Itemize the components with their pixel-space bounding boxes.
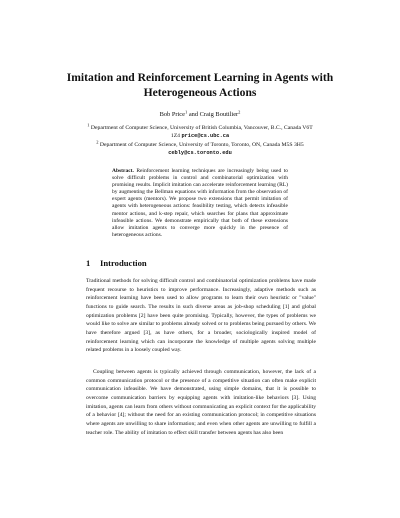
section-title: Introduction <box>100 258 147 268</box>
affiliation-2-marker: 2 <box>96 139 99 145</box>
abstract <box>112 168 288 239</box>
section-heading <box>86 258 316 268</box>
body-paragraph-1: Traditional methods for solving difficult control and combinatorial optimization problems have made frequent recourse to heuristics to improve performance. Increasingly, adaptive methods such as reinforcement learning have been used to allow programs to learn their own heuristic or "value" functions to guide search. The results in such diverse areas as job-shop scheduling [1] and global optimization problems [2] have been quite promising. Typically, however, the types of problems we would like to solve are similar to problems already solved or to problems being pursued by others. We have therefore argued [3], as have others, for a broader, sociologically inspired model of reinforcement learning which can incorporate the knowledge of multiple agents solving multiple related problems in a loosely coupled way. <box>86 278 316 354</box>
section-number: 1 <box>86 258 91 268</box>
abstract-text: Reinforcement learning techniques are increasingly being used to solve difficult problems in control and combinatorial optimization with promising results. Implicit imitation can accelerate reinforcement learning (RL) by augmenting the Bellman equations with information from the observation of expert agents (mentors). We propose two extensions that permit imitation of agents with heterogeneous actions: feasibility testing, which detects infeasible mentor actions, and k-step repair, which searches for plans that approximate infeasible actions. We demonstrate empirically that both of these extensions allow imitation agents to converge more quickly in the presence of heterogeneous actions. <box>112 168 288 238</box>
affiliation-1-marker: 1 <box>87 122 90 128</box>
paper-title: Imitation and Reinforcement Learning in Agents with Heterogeneous Actions <box>66 71 334 99</box>
affiliation-1-text: Department of Computer Science, University of British Columbia, Vancouver, B.C., Canada V6T 1Z4 <box>90 125 313 140</box>
affiliation-1-email: price@cs.ubc.ca <box>181 133 230 140</box>
affiliation-2 <box>88 141 312 157</box>
author-1: Bob Price <box>159 111 185 118</box>
author-1-marker: 1 <box>184 109 188 115</box>
author-2: and Craig Boutilier <box>187 111 239 118</box>
affiliation-2-text: Department of Computer Science, University of Toronto, Toronto, ON, Canada M5S 3H5 <box>99 142 304 148</box>
affiliation-1 <box>84 124 316 140</box>
body-paragraph-2: Coupling between agents is typically achieved through communication, however, the lack of a common communication protocol or the presence of a competitive situation can often make explicit communication infeasible. We have demonstrated, using simple domains, that it is possible to overcome communication barriers by equipping agents with imitation-like behaviors [3]. Using imitation, agents can learn from others without communicating an explicit context for the applicability of a behavior [4]; without the need for an existing communication protocol; in competitive situations where agents are unwilling to share information; and even when other agents are unwilling to fulfill a teacher role. The ability of imitation to effect skill transfer between agents has also been <box>86 369 316 436</box>
author-line <box>0 111 400 118</box>
abstract-label: Abstract. <box>112 168 134 174</box>
author-2-marker: 2 <box>238 109 241 115</box>
affiliation-2-email: cebly@cs.toronto.edu <box>168 150 232 157</box>
